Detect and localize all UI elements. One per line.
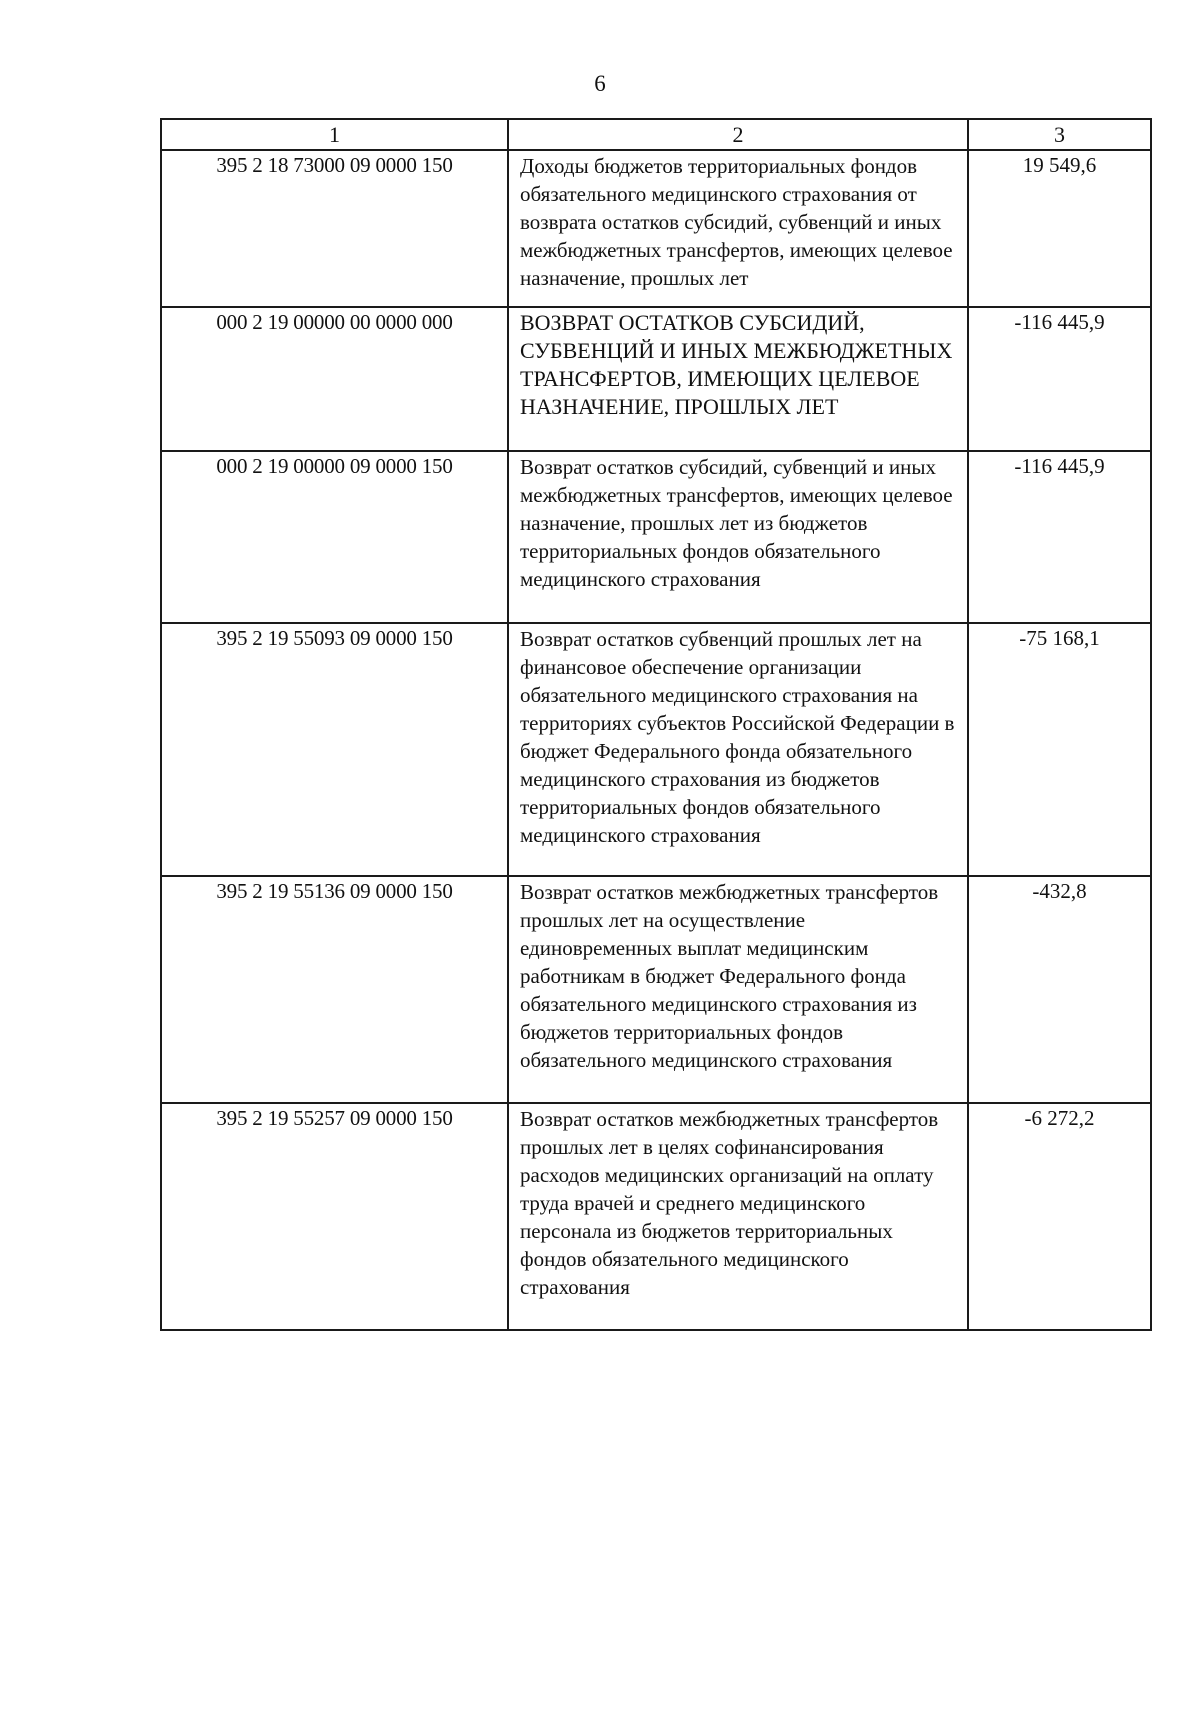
budget-code-cell: 000 2 19 00000 09 0000 150 (161, 451, 508, 623)
budget-code-cell: 395 2 19 55257 09 0000 150 (161, 1103, 508, 1330)
page-number: 6 (594, 71, 606, 96)
budget-code-cell: 395 2 18 73000 09 0000 150 (161, 150, 508, 307)
amount-cell: 19 549,6 (968, 150, 1151, 307)
amount-cell: -116 445,9 (968, 307, 1151, 451)
description-cell: ВОЗВРАТ ОСТАТКОВ СУБСИДИЙ, СУБВЕНЦИЙ И ИНЫХ МЕЖБЮДЖЕТНЫХ ТРАНСФЕРТОВ, ИМЕЮЩИХ ЦЕЛЕВОЕ НАЗНАЧЕНИЕ, ПРОШЛЫХ ЛЕТ (508, 307, 968, 451)
amount-cell: -6 272,2 (968, 1103, 1151, 1330)
table-row (161, 1103, 1151, 1330)
table-header-row (161, 119, 1151, 150)
amount-cell: -116 445,9 (968, 451, 1151, 623)
budget-table (160, 118, 1152, 1331)
description-cell: Возврат остатков межбюджетных трансфертов прошлых лет в целях софинансирования расходов медицинских организаций на оплату труда врачей и среднего медицинского персонала из бюджетов территориальных фондов обязательного медицинского страхования (508, 1103, 968, 1330)
table-row (161, 150, 1151, 307)
table-row (161, 623, 1151, 876)
column-header-amount: 3 (968, 119, 1151, 150)
amount-cell: -432,8 (968, 876, 1151, 1103)
column-header-description: 2 (508, 119, 968, 150)
description-cell: Возврат остатков межбюджетных трансфертов прошлых лет на осуществление единовременных выплат медицинским работникам в бюджет Федерального фонда обязательного медицинского страхования из бюджетов территориальных фондов обязательного медицинского страхования (508, 876, 968, 1103)
budget-code-cell: 395 2 19 55093 09 0000 150 (161, 623, 508, 876)
budget-code-cell: 395 2 19 55136 09 0000 150 (161, 876, 508, 1103)
description-cell: Возврат остатков субсидий, субвенций и иных межбюджетных трансфертов, имеющих целевое назначение, прошлых лет из бюджетов территориальных фондов обязательного медицинского страхования (508, 451, 968, 623)
budget-code-cell: 000 2 19 00000 00 0000 000 (161, 307, 508, 451)
description-cell: Доходы бюджетов территориальных фондов обязательного медицинского страхования от возврата остатков субсидий, субвенций и иных межбюджетных трансфертов, имеющих целевое назначение, прошлых лет (508, 150, 968, 307)
column-header-code: 1 (161, 119, 508, 150)
description-cell: Возврат остатков субвенций прошлых лет на финансовое обеспечение организации обязательного медицинского страхования на территориях субъектов Российской Федерации в бюджет Федерального фонда обязательного медицинского страхования из бюджетов территориальных фондов обязательного медицинского страхования (508, 623, 968, 876)
table-row (161, 451, 1151, 623)
amount-cell: -75 168,1 (968, 623, 1151, 876)
table-row (161, 307, 1151, 451)
table-row (161, 876, 1151, 1103)
